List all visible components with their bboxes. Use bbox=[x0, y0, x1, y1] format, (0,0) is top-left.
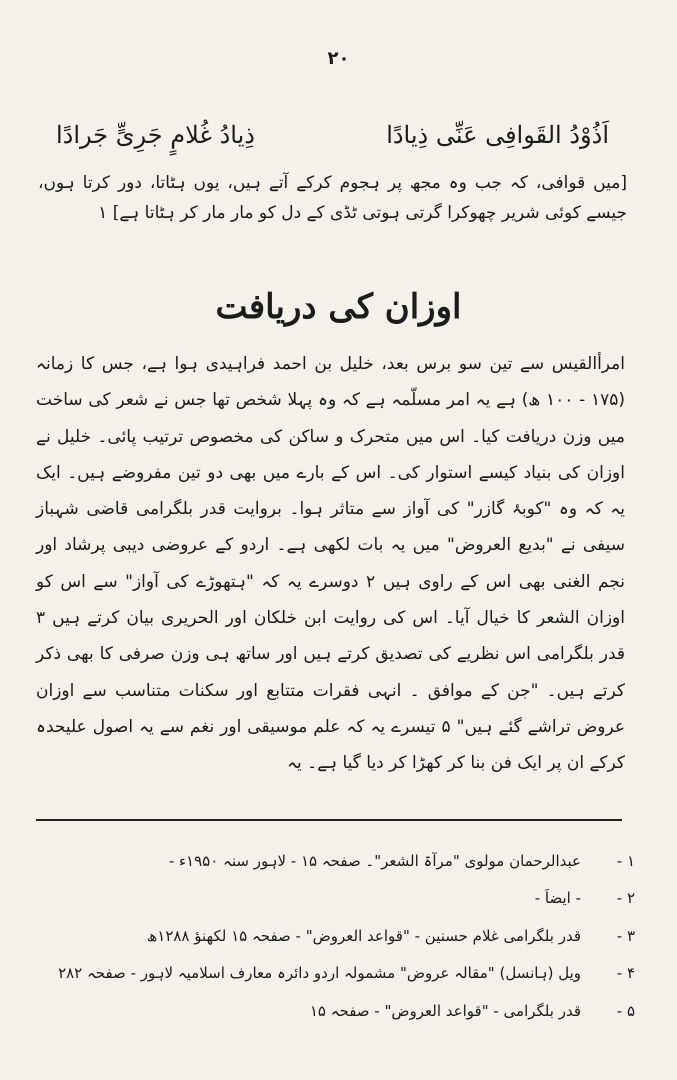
footnote-number: ۴ - bbox=[616, 964, 635, 983]
footnote-item bbox=[54, 955, 635, 993]
footnote-text: عبدالرحمان مولوی "مرآۃ الشعر"۔ صفحہ ۱۵ - لاہور سنہ ۱۹۵۰ء - bbox=[168, 851, 581, 870]
footnote-text: قدر بلگرامی - "قواعد العروض" - صفحہ ۱۵ bbox=[309, 1001, 581, 1020]
footnote-item bbox=[54, 842, 635, 880]
verse-left-hemistich: ذِیادُ غُلامٍ جَرِیٍّ جَرادًا bbox=[56, 121, 255, 149]
footnote-text: قدر بلگرامی غلام حسنین - "قواعد العروض" - صفحہ ۱۵ لکھنؤ ۱۲۸۸ھ bbox=[146, 926, 581, 945]
verse-translation: [میں قوافی، کہ جب وہ مجھ پر ہجوم کرکے آتے ہیں، یوں ہٹاتا، دور کرتا ہوں، جیسے کوئی شریر چھوکرا گرتی ہوتی ٹڈی کے دل کو مار مار کر ہٹاتا ہے] ۱ bbox=[38, 173, 627, 223]
footnote-text: - ایضاً - bbox=[534, 889, 581, 908]
footnote-item bbox=[54, 917, 635, 955]
footnote-number: ۱ - bbox=[616, 851, 635, 870]
footnote-text: ویل (ہانسل) "مقالہ عروض" مشمولہ اردو دائرہ معارف اسلامیہ لاہور - صفحہ ۲۸۲ bbox=[58, 964, 581, 983]
arabic-verse bbox=[56, 118, 609, 152]
footnote-number: ۲ - bbox=[616, 889, 635, 908]
body-paragraph: امرأالقیس سے تین سو برس بعد، خلیل بن احمد فراہیدی ہوا ہے، جس کا زمانہ (۱۷۵ - ۱۰۰ ھ) ہے یہ امر مسلّمہ ہے کہ وہ پہلا شخص تھا جس نے شعر کی ساخت میں وزن دریافت کیا۔ اس میں متحرک و ساکن کی مخصوص ترتیب پائی۔ خلیل نے اوزان کی بنیاد کیسے استوار کی۔ اس کے بارے میں بھی دو تین مفروضے ہیں۔ ایک یہ کہ وہ "کوبۂ گازر" کی آواز سے متاثر ہوا۔ بروایت قدر بلگرامی قاضی شہباز سیفی نے "بدیع العروض" میں یہ بات لکھی ہے۔ اردو کے عروضی دیبی پرشاد اور نجم الغنی بھی اس کے راوی ہیں ۲ دوسرے یہ کہ "ہتھوڑے کی آواز" سے اس کو اوزان الشعر کا خیال آیا۔ اس کی روایت ابن خلکان اور الحریری بیان کرتے ہیں ۳ قدر بلگرامی اس نظریے کی تصدیق کرتے ہیں اور ساتھ ہی وزن صرفی کا بھی ذکر کرتے ہیں۔ "جن کے موافق ۔ انہی فقرات متتابع اور سکنات متناسب سے اوزان عروض تراشے گئے ہیں" ۵ تیسرے یہ کہ علم موسیقی اور نغم سے یہ اصول علیحدہ کرکے ان پر ایک فن بنا کر کھڑا کر دیا گیا ہے۔ یہ bbox=[36, 354, 626, 774]
footnote-divider bbox=[36, 819, 622, 821]
verse-right-hemistich: اَذُوْدُ القَوافِی عَنِّی ذِیادًا bbox=[386, 121, 609, 149]
footnote-number: ۵ - bbox=[616, 1001, 635, 1020]
footnotes-list bbox=[54, 842, 635, 1030]
footnote-item bbox=[54, 992, 635, 1030]
footnote-item bbox=[54, 880, 635, 918]
section-heading: اوزان کی دریافت bbox=[215, 287, 462, 327]
footnote-number: ۳ - bbox=[616, 926, 635, 945]
page-number: ۲۰ bbox=[327, 48, 350, 69]
